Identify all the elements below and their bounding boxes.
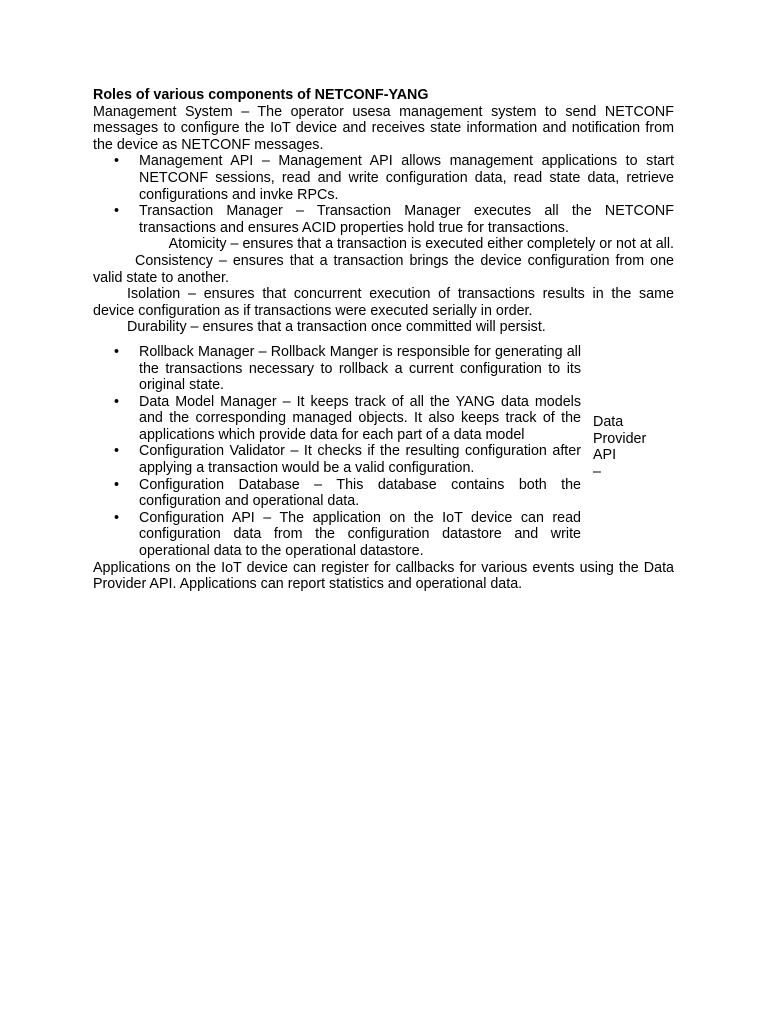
acid-consistency: Consistency – ensures that a transaction brings the device configuration from one valid state to another. (93, 252, 674, 286)
bullet-frame-with-side-box (93, 344, 674, 560)
bullet-configuration-database: • Configuration Database – This database contains both the configuration and operational data. (93, 477, 581, 510)
top-bullet-list (93, 153, 674, 236)
bullet-configuration-api: • Configuration API – The application on the IoT device can read configuration data from the configuration datastore and write operational data to the operational datastore. (93, 510, 581, 560)
bullet-management-api: • Management API – Management API allows management applications to start NETCONF sessions, read and write configuration data, read state data, retrieve configurations and invke RPCs. (93, 153, 674, 203)
side-box-line-3 (593, 447, 674, 480)
side-box-line-2: Provider (593, 430, 647, 447)
side-box-api-word: API (593, 447, 617, 464)
bullet-configuration-validator: • Configuration Validator – It checks if the resulting configuration after applying a transaction would be a valid configuration. (93, 443, 581, 476)
acid-isolation: Isolation – ensures that concurrent execution of transactions results in the same device configuration as if transactions were executed serially in order. (93, 286, 674, 319)
bullet-data-model-manager: • Data Model Manager – It keeps track of all the YANG data models and the corresponding managed objects. It also keeps track of the applications which provide data for each part of a data model (93, 394, 581, 444)
closing-paragraph: Applications on the IoT device can register for callbacks for various events using the Data Provider API. Applications can report statistics and operational data. (93, 559, 674, 593)
bullet-transaction-manager: • Transaction Manager – Transaction Manager executes all the NETCONF transactions and ensures ACID properties hold true for transactions. (93, 203, 674, 236)
acid-durability: Durability – ensures that a transaction once committed will persist. (127, 319, 546, 336)
bottom-bullet-list (93, 344, 581, 560)
side-box-line-1: Data (593, 413, 624, 430)
acid-atomicity: Atomicity – ensures that a transaction is executed either completely or not at all. (168, 236, 674, 253)
data-provider-api-textbox (593, 414, 674, 480)
intro-paragraph: Management System – The operator usesa management system to send NETCONF messages to configure the IoT device and receives state information and notification from the device as NETCONF messages. (93, 103, 674, 153)
bullet-rollback-manager: • Rollback Manager – Rollback Manger is responsible for generating all the transactions necessary to rollback a current configuration to its original state. (93, 344, 581, 394)
section-heading: Roles of various components of NETCONF-YANG (93, 87, 429, 103)
document-body (93, 87, 674, 593)
side-box-dash: – (593, 463, 601, 480)
